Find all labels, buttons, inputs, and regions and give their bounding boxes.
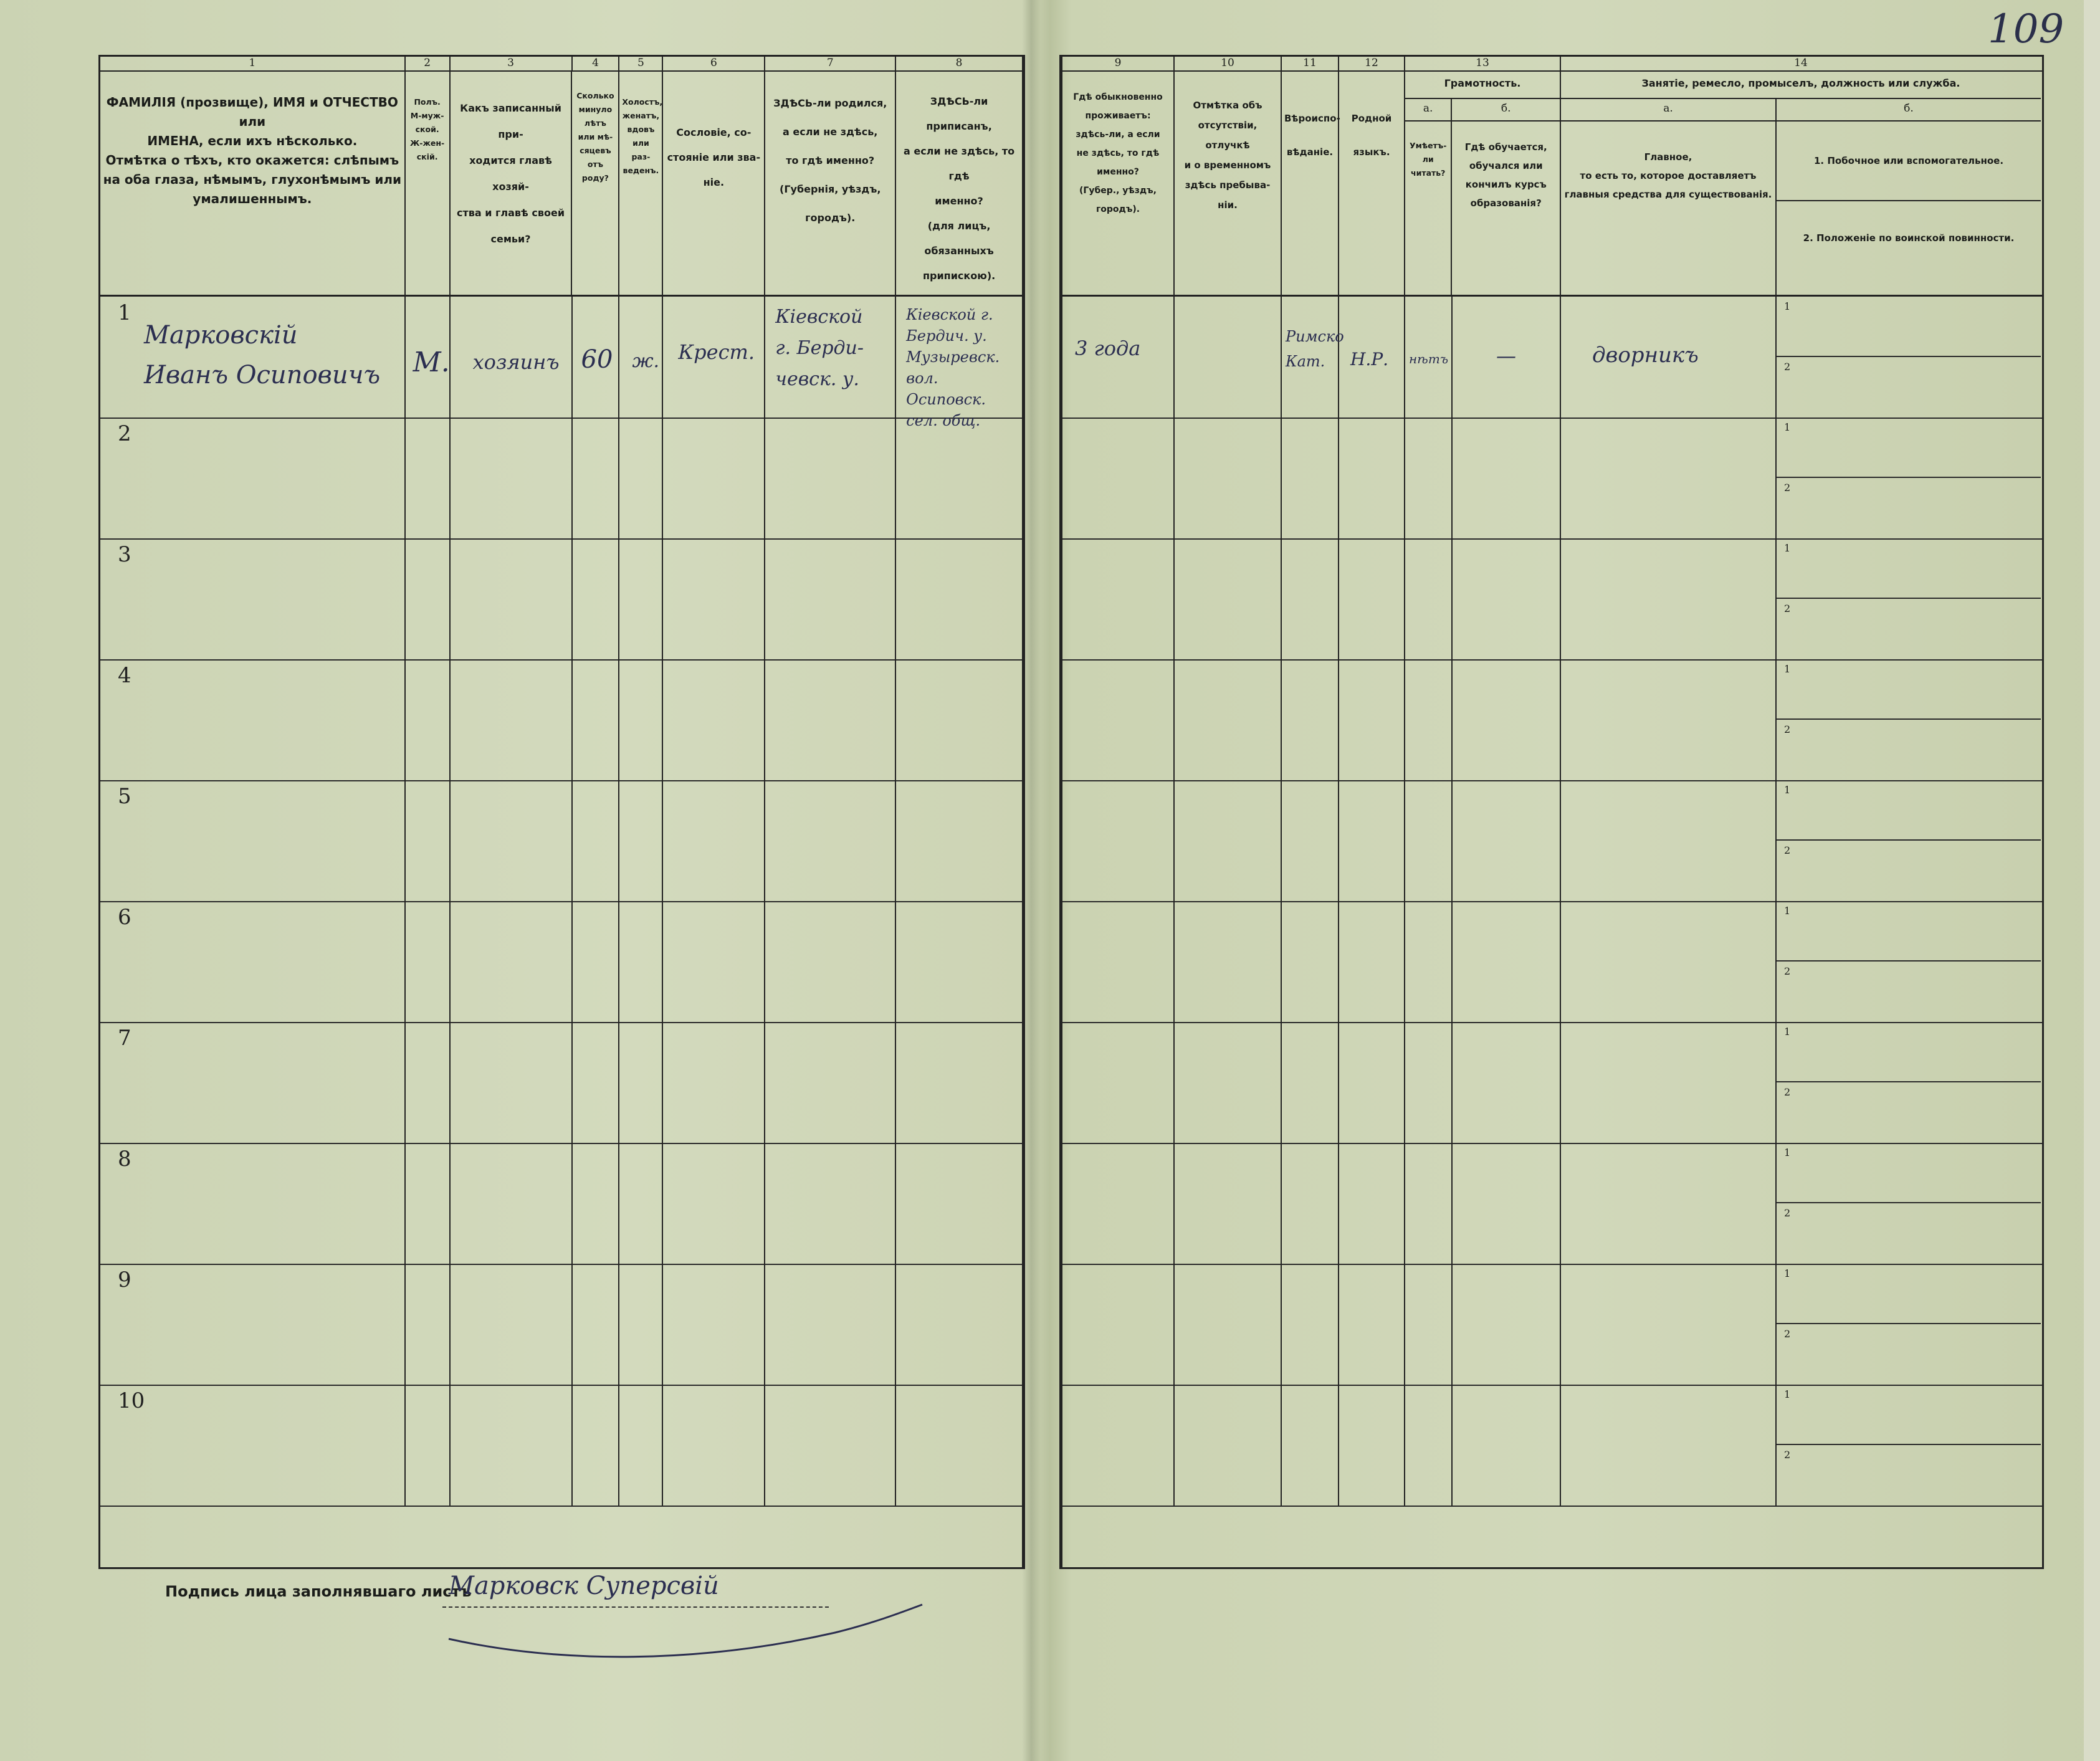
page-number: 109 [1988,6,2064,52]
cell-marital [619,297,663,418]
sub-military: 2 [1784,844,1791,856]
sub-secondary: 1 [1777,538,2041,599]
table-row [100,297,1022,429]
right-page-table [1059,55,2044,1569]
header-secondary-occupation: 1. Побочное или вспомогательное. [1777,120,2041,201]
sub-military: 2 [1784,1328,1791,1340]
cell-relation [451,297,573,418]
header-main-occupation: Главное, то есть то, которое доставляетъ главныя средства для существованія. [1561,120,1777,295]
sub-military: 2 [1784,1449,1791,1461]
sub-military: 2 [1784,965,1791,977]
right-column-numbers [1062,57,2042,72]
col-num-8: 8 [955,57,963,69]
sub-secondary: 1 [1777,659,2041,720]
cell-registration [896,297,1022,429]
header-age: Сколько минуло лѣтъ или мѣ- сяцевъ отъ роду? [572,70,619,295]
header-military-status: 2. Положеніе по воинской повинности. [1803,232,2015,244]
header-language: Родной языкъ. [1339,70,1405,295]
table-row [100,538,1022,661]
header-residence: Гдѣ обыкновенно проживаетъ: здѣсь-ли, а если не здѣсь, то гдѣ именно? (Губер., уѣздъ, городъ). [1062,70,1175,295]
col-num-4: 4 [573,57,620,70]
header-occupation-sub [1777,120,2041,295]
table-row [100,418,1022,540]
handwritten-can-read: нѣтъ [1409,351,1449,366]
left-page-table [98,55,1025,1569]
header-literacy-a: а. [1405,98,1452,120]
cell-occupation-sub [1777,297,2041,418]
table-row [1062,1143,2042,1265]
handwritten-sex: М. [413,346,450,378]
sub-military: 2 [1784,1207,1791,1219]
table-row [1062,1022,2042,1144]
table-row [100,1022,1022,1144]
paper-edge [2084,0,2100,1761]
header-marital: Холостъ, женатъ, вдовъ или раз- веденъ. [619,70,663,295]
table-row [1062,1264,2042,1386]
col-num-1: 1 [100,57,406,70]
handwritten-estate: Крест. [678,340,755,364]
sub-secondary: 1 [1777,1385,2041,1445]
sub-secondary: 1 [1777,297,2041,357]
table-row [1062,780,2042,902]
sub-secondary: 1 [1777,901,2041,962]
row-number: 7 [118,1026,131,1051]
sub-military: 2 [1784,723,1791,735]
col-num-10: 10 [1175,57,1282,70]
header-occupation-a: а. [1561,98,1777,120]
handwritten-registration: Кіевской г. Бердич. у. Музыревск. вол. Осиповск. сел. общ. [906,306,1000,429]
cell-absence [1175,297,1282,418]
cell-religion [1282,297,1344,418]
table-row [1062,538,2042,661]
header-literacy-title: Грамотность. [1405,70,1560,99]
col-num-14: 14 [1794,57,1808,69]
handwritten-occupation: дворникъ [1592,343,1699,368]
left-header-row [100,70,1022,297]
cell-birthplace [765,297,896,418]
sub-secondary: 1 [1777,1143,2041,1203]
signature-label: Подпись лица заполнявшаго листъ [165,1583,472,1600]
header-can-read: Умѣетъ- ли читать? [1405,120,1452,295]
header-occupation-group [1561,70,2041,295]
header-birthplace: ЗДѢСЬ-ли родился, а если не здѣсь, то гдѣ именно? (Губернія, уѣздъ, городъ). [765,70,896,295]
row-number: 4 [118,663,131,688]
handwritten-education: — [1496,344,1516,368]
col-num-2: 2 [406,57,451,70]
sub-secondary: 1 [1777,1022,2041,1082]
row-number: 9 [118,1267,131,1292]
col-num-6: 6 [663,57,765,70]
header-relation: Какъ записанный при- ходится главѣ хозяй- ства и главѣ своей семьи? [451,70,573,295]
col-num-13: 13 [1405,57,1561,70]
left-column-numbers [100,57,1022,72]
handwritten-marital: ж. [632,350,660,372]
cell-age [573,297,620,418]
table-row [1062,297,2042,419]
sub-secondary: 1 [1777,1264,2041,1324]
row-number: 8 [118,1147,131,1172]
table-row [1062,901,2042,1023]
table-row [1062,1385,2042,1507]
table-row [100,659,1022,781]
row-number: 1 [118,300,131,325]
table-row [1062,659,2042,781]
right-header-row [1062,70,2042,297]
handwritten-birthplace: Кіевской г. Берди- чевск. у. [775,306,864,390]
cell-education [1453,297,1561,418]
sub-secondary: 1 [1777,780,2041,841]
table-row [100,780,1022,902]
col-num-9: 9 [1062,57,1175,70]
cell-can-read [1405,297,1453,418]
handwritten-religion: Римско Кат. [1286,328,1344,370]
row-number: 10 [118,1388,145,1413]
handwritten-language: Н.Р. [1350,349,1389,370]
signature-flourish [436,1595,935,1670]
cell-name [100,297,406,418]
cell-estate [663,297,765,418]
col-num-5: 5 [619,57,663,70]
header-sex: Полъ. М-муж- ской. Ж-жен- скій. [406,70,451,295]
handwritten-relation: хозяинъ [472,350,560,374]
header-absence: Отмѣтка объ отсутствіи, отлучкѣ и о временномъ здѣсь пребыва- ніи. [1175,70,1282,295]
header-name: ФАМИЛІЯ (прозвище), ИМЯ и ОТЧЕСТВО или ИМЕНА, если ихъ нѣсколько. Отмѣтка о тѣхъ, кто окажется: слѣпымъ на оба глаза, нѣмымъ, глухонѣмымъ или умалишеннымъ. [100,70,406,295]
table-row [100,901,1022,1023]
table-row [100,1143,1022,1265]
row-number: 3 [118,542,131,567]
sub-military: 2 [1784,482,1791,494]
sub-military: 2 [1784,1086,1791,1098]
table-row [100,1264,1022,1386]
header-literacy-b: б. [1501,102,1511,115]
row-number: 2 [118,421,131,446]
signature-handwriting: Марковск Суперсвій [449,1572,719,1600]
header-estate: Сословіе, со- стояніе или зва- ніе. [663,70,765,295]
header-registration: ЗДѢСЬ-ли приписанъ, а если не здѣсь, то гдѣ именно? (для лицъ, обязанныхъ припискою). [903,95,1015,282]
header-occupation-b: б. [1904,102,1914,115]
cell-language [1339,297,1405,418]
header-religion: Вѣроиспо- вѣданіе. [1282,70,1339,295]
sub-military: 2 [1784,361,1791,373]
table-row [1062,418,2042,540]
sub-secondary: 1 [1777,418,2041,478]
handwritten-name: Марковскій Иванъ Осиповичъ [144,321,381,389]
col-num-3: 3 [451,57,573,70]
header-occupation-title: Занятіе, ремесло, промыселъ, должность или служба. [1561,70,2041,99]
col-num-12: 12 [1339,57,1405,70]
cell-main-occupation [1561,297,1777,418]
cell-sex [406,297,451,418]
cell-residence [1062,297,1175,418]
row-number: 5 [118,784,131,809]
handwritten-age: 60 [581,345,613,374]
header-literacy-group [1405,70,1561,295]
col-num-11: 11 [1282,57,1339,70]
row-number: 6 [118,905,131,930]
handwritten-residence: 3 года [1075,336,1141,360]
table-row [100,1385,1022,1507]
header-education: Гдѣ обучается, обучался или кончилъ курсъ образованія? [1464,141,1547,209]
col-num-7: 7 [765,57,896,70]
sub-military: 2 [1784,603,1791,614]
